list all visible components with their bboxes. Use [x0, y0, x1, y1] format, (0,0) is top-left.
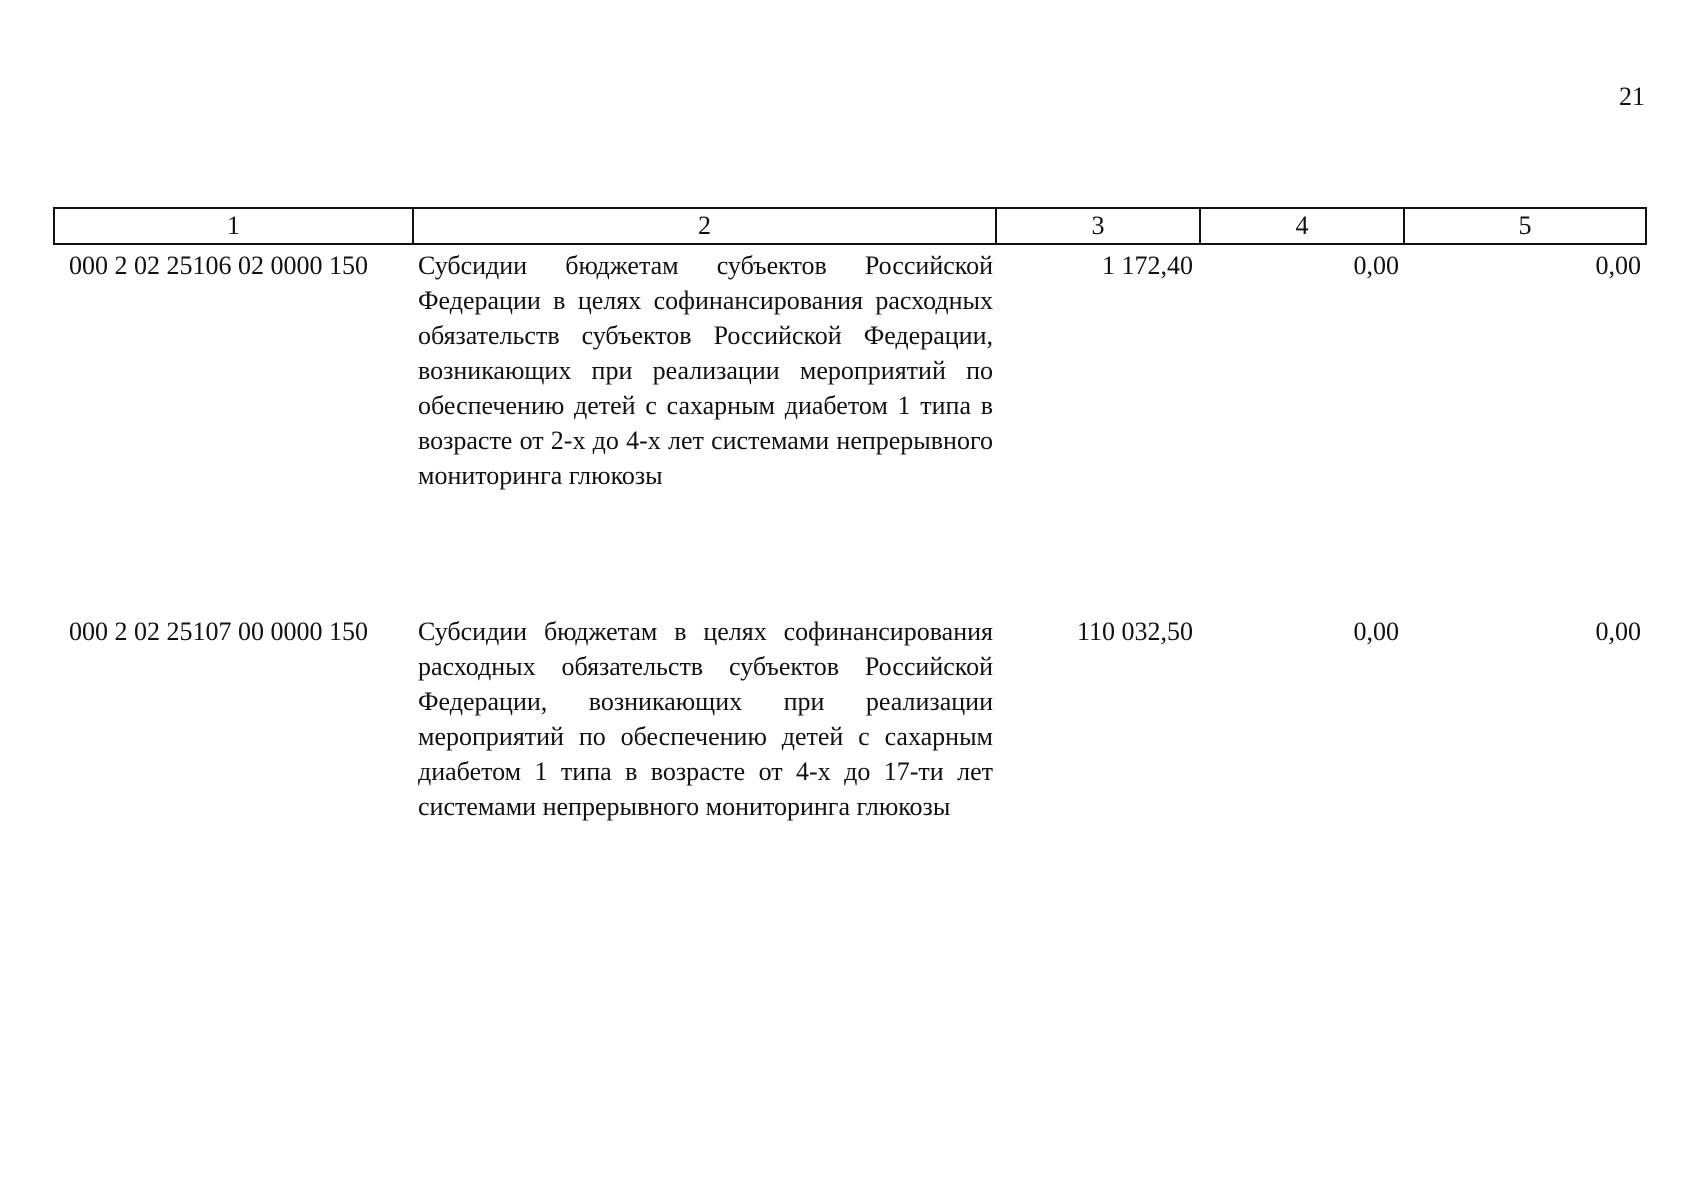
row-col3-value: 1 172,40	[1102, 251, 1193, 280]
header-row	[54, 208, 1646, 244]
row-code: 000 2 02 25107 00 0000 150	[69, 617, 368, 646]
header-col-2: 2	[413, 208, 996, 244]
header-col-3: 3	[996, 208, 1200, 244]
header-col-4: 4	[1200, 208, 1404, 244]
header-col-1: 1	[54, 208, 413, 244]
table-row	[53, 614, 1645, 974]
row-description: Субсидии бюджетам в целях софинансирования расходных обязательств субъектов Российской Федерации, возникающих при реализации мероприятий по обеспечению детей с сахарным диабетом 1 типа в возрасте от 4-х до 17-ти лет системами непрерывного мониторинга глюкозы	[418, 617, 993, 821]
row-col5-value: 0,00	[1595, 617, 1641, 646]
table-row	[53, 248, 1645, 608]
header-col-5: 5	[1404, 208, 1646, 244]
table-header	[53, 207, 1647, 245]
row-col3-value: 110 032,50	[1076, 617, 1193, 646]
row-description: Субсидии бюджетам субъектов Российской Федерации в целях софинансирования расходных обязательств субъектов Российской Федерации, возникающих при реализации мероприятий по обеспечению детей с сахарным диабетом 1 типа в возрасте от 2-х до 4-х лет системами непрерывного мониторинга глюкозы	[418, 251, 993, 490]
row-col5-value: 0,00	[1595, 251, 1641, 280]
row-col4-value: 0,00	[1353, 251, 1399, 280]
row-col4-value: 0,00	[1353, 617, 1399, 646]
row-code: 000 2 02 25106 02 0000 150	[69, 251, 368, 280]
page-number: 21	[1619, 82, 1645, 111]
